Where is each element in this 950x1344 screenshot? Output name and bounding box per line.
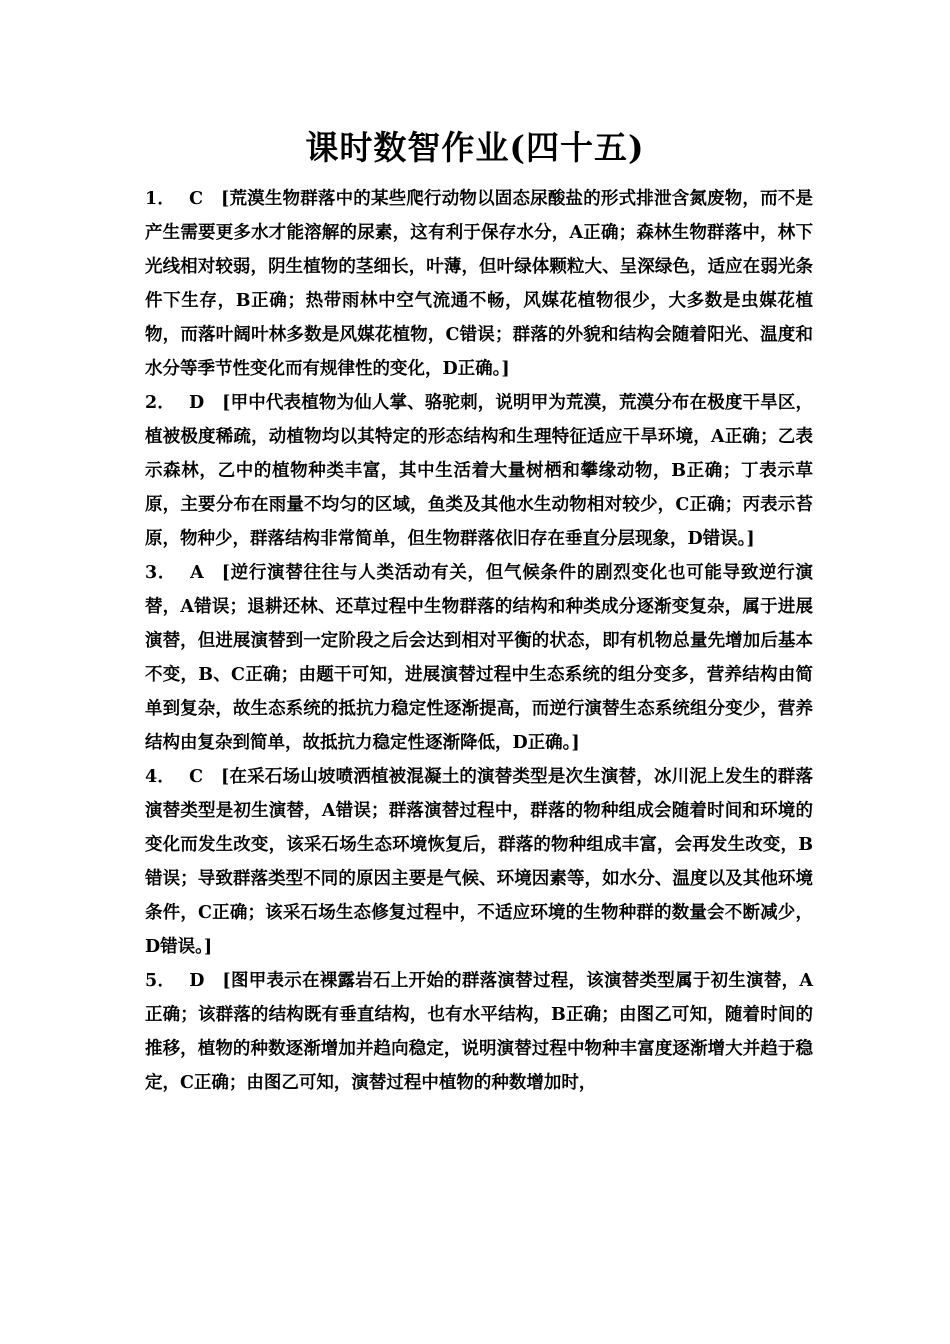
question-number: 4． xyxy=(145,767,176,787)
question-number: 2． xyxy=(145,393,175,413)
answer-explanation: [甲中代表植物为仙人掌、骆驼刺，说明甲为荒漠，荒漠分布在极度干旱区，植被极度稀疏，动植物均以其特定的形态结构和生理特征适应干旱环境，A正确；乙表示森林，乙中的植物种类丰富，其中生活着大量树栖和攀缘动物，B正确；丁表示草原，主要分布在雨量不均匀的区域，鱼类及其他水生动物相对较少，C正确；丙表示苔原，物种少，群落结构非常简单，但生物群落依旧存在垂直分层现象，D错误。] xyxy=(145,393,813,549)
question-number: 3． xyxy=(145,563,177,583)
answer-item xyxy=(145,556,813,760)
question-number: 1． xyxy=(145,189,176,209)
answer-choice: D xyxy=(188,393,205,413)
answer-explanation: [图甲表示在裸露岩石上开始的群落演替过程，该演替类型属于初生演替，A正确；该群落的结构既有垂直结构，也有水平结构，B正确；由图乙可知，随着时间的推移，植物的种数逐渐增加并趋向稳定，说明演替过程中物种丰富度逐渐增大并趋于稳定，C正确；由图乙可知，演替过程中植物的种数增加时， xyxy=(145,971,813,1093)
answer-explanation: [荒漠生物群落中的某些爬行动物以固态尿酸盐的形式排泄含氮废物，而不是产生需要更多水才能溶解的尿素，这有利于保存水分，A正确；森林生物群落中，林下光线相对较弱，阴生植物的茎细长，叶薄，但叶绿体颗粒大、呈深绿色，适应在弱光条件下生存，B正确；热带雨林中空气流通不畅，风媒花植物很少，大多数是虫媒花植物，而落叶阔叶林多数是风媒花植物，C错误；群落的外貌和结构会随着阳光、温度和水分等季节性变化而有规律性的变化，D正确。] xyxy=(145,189,813,379)
question-number: 5． xyxy=(145,971,176,991)
answer-item xyxy=(145,182,813,386)
answer-choice: C xyxy=(189,767,203,787)
answer-choice: C xyxy=(189,189,203,209)
answer-item xyxy=(145,964,813,1100)
answer-item xyxy=(145,760,813,964)
page-title: 课时数智作业(四十五) xyxy=(305,128,645,167)
answer-explanation: [在采石场山坡喷洒植被混凝土的演替类型是次生演替，冰川泥上发生的群落演替类型是初生演替，A错误；群落演替过程中，群落的物种组成会随着时间和环境的变化而发生改变，该采石场生态环境恢复后，群落的物种组成丰富，会再发生改变，B错误；导致群落类型不同的原因主要是气候、环境因素等，如水分、温度以及其他环境条件，C正确；该采石场生态修复过程中，不适应环境的生物种群的数量会不断减少，D错误。] xyxy=(145,767,813,957)
answer-choice: D xyxy=(189,971,205,991)
answer-list xyxy=(145,182,813,1100)
answer-item xyxy=(145,386,813,556)
answer-explanation: [逆行演替往往与人类活动有关，但气候条件的剧烈变化也可能导致逆行演替，A错误；退耕还林、还草过程中生物群落的结构和种类成分逐渐变复杂，属于进展演替，但进展演替到一定阶段之后会达到相对平衡的状态，即有机物总量先增加后基本不变，B、C正确；由题干可知，进展演替过程中生态系统的组分变多，营养结构由简单到复杂，故生态系统的抵抗力稳定性逐渐提高，而逆行演替生态系统组分变少，营养结构由复杂到简单，故抵抗力稳定性逐渐降低，D正确。] xyxy=(145,563,813,753)
answer-choice: A xyxy=(190,563,204,583)
